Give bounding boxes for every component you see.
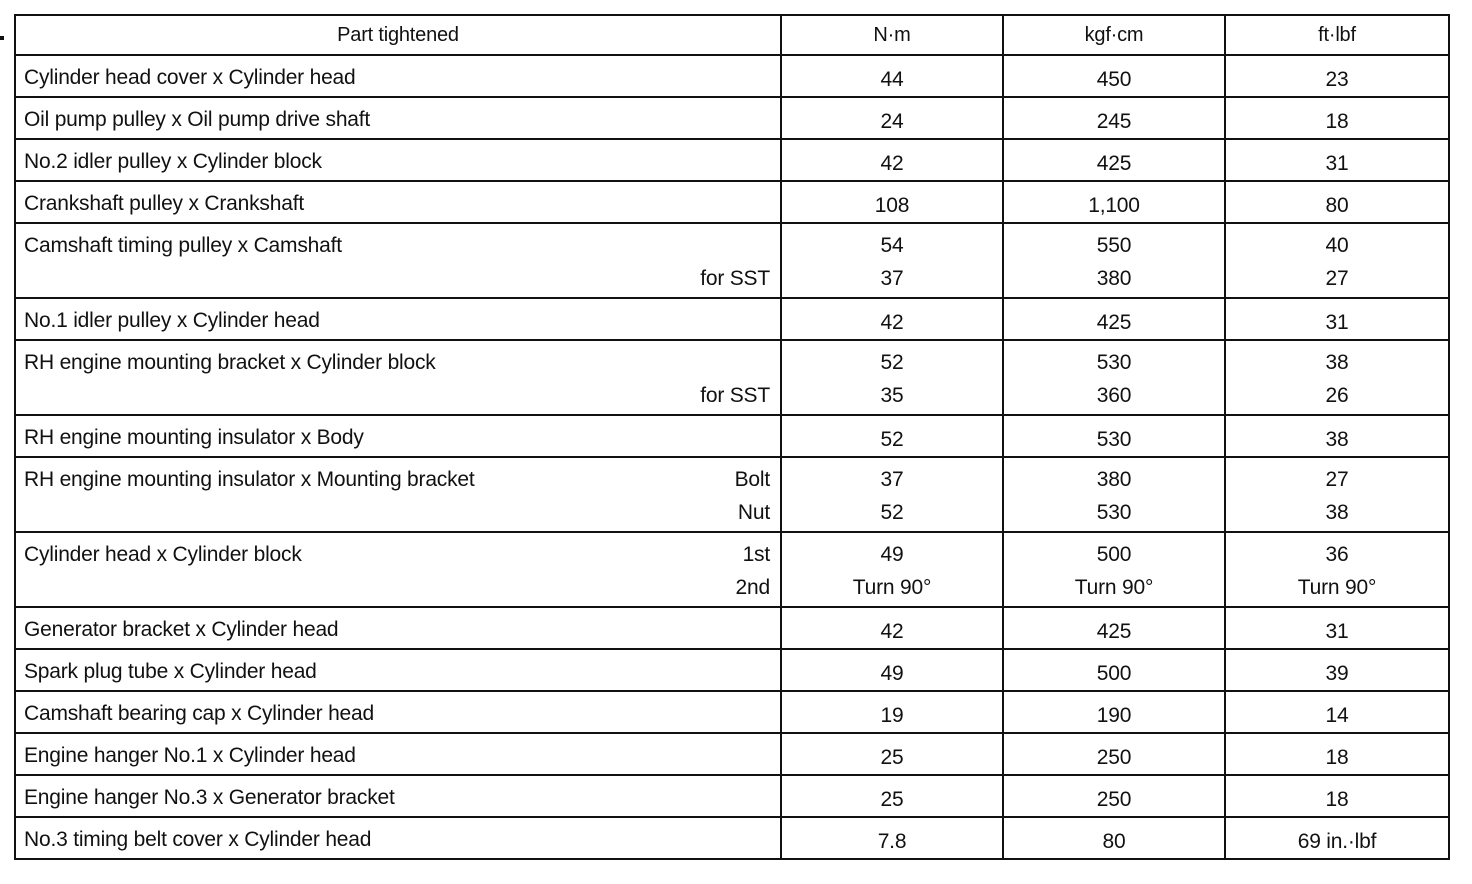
kgf-value: 250 — [1096, 746, 1132, 769]
kgf-value-cell — [1003, 775, 1225, 817]
part-cell — [15, 775, 781, 817]
part-cell — [15, 457, 781, 532]
nm-value-cell — [781, 223, 1003, 298]
nm-value-cell — [781, 817, 1003, 859]
nm-value: 52 — [880, 428, 904, 451]
nm-value-cell — [781, 775, 1003, 817]
nm-value: 49 — [880, 662, 904, 685]
nm-value-cell — [781, 532, 1003, 607]
nm-value: 19 — [880, 704, 904, 727]
ft-lbf-value-cell — [1225, 97, 1449, 139]
nm-value: 37 — [880, 267, 904, 290]
kgf-value: 360 — [1096, 384, 1132, 407]
part-qualifier-second: for SST — [700, 267, 770, 290]
ft-lbf-value: 36 — [1325, 543, 1349, 566]
kgf-value-cell — [1003, 532, 1225, 607]
kgf-value-cell — [1003, 55, 1225, 97]
ft-lbf-value: 80 — [1325, 194, 1349, 217]
table-row — [15, 223, 1449, 298]
part-name: No.1 idler pulley x Cylinder head — [24, 309, 320, 332]
nm-value-cell — [781, 733, 1003, 775]
part-qualifier-first: 1st — [742, 543, 770, 566]
kgf-value: 425 — [1096, 620, 1132, 643]
kgf-value-cell — [1003, 733, 1225, 775]
nm-value: 37 — [880, 468, 904, 491]
kgf-value: 1,100 — [1088, 194, 1140, 217]
ft-lbf-value: 27 — [1325, 468, 1349, 491]
part-name: Engine hanger No.3 x Generator bracket — [24, 786, 395, 809]
ft-lbf-value-cell — [1225, 55, 1449, 97]
part-qualifier-first: Bolt — [734, 468, 770, 491]
kgf-value-cell — [1003, 649, 1225, 691]
ft-lbf-value-cell — [1225, 775, 1449, 817]
kgf-value-cell — [1003, 181, 1225, 223]
table-row — [15, 532, 1449, 607]
nm-value-cell — [781, 97, 1003, 139]
ft-lbf-value: 18 — [1325, 788, 1349, 811]
nm-value: 54 — [880, 234, 904, 257]
part-cell — [15, 139, 781, 181]
part-cell — [15, 298, 781, 340]
ft-lbf-value-cell — [1225, 223, 1449, 298]
ft-lbf-value-cell — [1225, 415, 1449, 457]
table-body — [15, 55, 1449, 859]
table-row — [15, 817, 1449, 859]
ft-lbf-value-cell — [1225, 607, 1449, 649]
nm-value-cell — [781, 55, 1003, 97]
kgf-value-cell — [1003, 97, 1225, 139]
ft-lbf-value-cell — [1225, 139, 1449, 181]
kgf-value-cell — [1003, 139, 1225, 181]
part-name: Camshaft bearing cap x Cylinder head — [24, 702, 374, 725]
ft-lbf-value-cell — [1225, 298, 1449, 340]
table-row — [15, 55, 1449, 97]
table-row — [15, 298, 1449, 340]
table-row — [15, 733, 1449, 775]
part-cell — [15, 415, 781, 457]
ft-lbf-value-cell — [1225, 733, 1449, 775]
part-name: Oil pump pulley x Oil pump drive shaft — [24, 108, 371, 131]
kgf-value-cell — [1003, 607, 1225, 649]
part-name: RH engine mounting insulator x Body — [24, 426, 364, 449]
header-newton-meter: N·m — [781, 15, 1003, 55]
table-row — [15, 775, 1449, 817]
ft-lbf-value-cell — [1225, 532, 1449, 607]
kgf-value-cell — [1003, 415, 1225, 457]
nm-value-cell — [781, 691, 1003, 733]
table-row — [15, 415, 1449, 457]
nm-value: 42 — [880, 152, 904, 175]
ft-lbf-value: 18 — [1325, 746, 1349, 769]
nm-value-cell — [781, 298, 1003, 340]
header-ft-lbf: ft·lbf — [1225, 15, 1449, 55]
part-name: Crankshaft pulley x Crankshaft — [24, 192, 304, 215]
kgf-value-cell — [1003, 298, 1225, 340]
nm-value: 44 — [880, 68, 904, 91]
part-name: No.3 timing belt cover x Cylinder head — [24, 828, 372, 851]
table-header-row — [15, 15, 1449, 55]
part-qualifier-second: for SST — [700, 384, 770, 407]
ft-lbf-value: 31 — [1325, 311, 1349, 334]
kgf-value-cell — [1003, 457, 1225, 532]
ft-lbf-value: 69 in.·lbf — [1297, 830, 1377, 853]
margin-tick-mark — [0, 36, 4, 40]
part-qualifier-second: 2nd — [735, 576, 770, 599]
kgf-value: 80 — [1102, 830, 1126, 853]
ft-lbf-value: 38 — [1325, 428, 1349, 451]
header-kgf-cm: kgf·cm — [1003, 15, 1225, 55]
part-cell — [15, 649, 781, 691]
kgf-value: 425 — [1096, 311, 1132, 334]
ft-lbf-value-cell — [1225, 457, 1449, 532]
kgf-value: Turn 90° — [1074, 576, 1154, 599]
nm-value: 25 — [880, 788, 904, 811]
header-part-tightened: Part tightened — [15, 15, 781, 55]
kgf-value: 425 — [1096, 152, 1132, 175]
nm-value: 108 — [874, 194, 910, 217]
kgf-value: 530 — [1096, 428, 1132, 451]
nm-value: Turn 90° — [852, 576, 932, 599]
nm-value: 49 — [880, 543, 904, 566]
part-cell — [15, 223, 781, 298]
ft-lbf-value: 31 — [1325, 152, 1349, 175]
ft-lbf-value: 31 — [1325, 620, 1349, 643]
part-name: Camshaft timing pulley x Camshaft — [24, 234, 342, 257]
part-cell — [15, 181, 781, 223]
nm-value-cell — [781, 181, 1003, 223]
nm-value: 52 — [880, 351, 904, 374]
ft-lbf-value-cell — [1225, 817, 1449, 859]
kgf-value: 530 — [1096, 351, 1132, 374]
nm-value: 7.8 — [877, 830, 907, 853]
ft-lbf-value: 39 — [1325, 662, 1349, 685]
table-row — [15, 181, 1449, 223]
kgf-value: 245 — [1096, 110, 1132, 133]
nm-value: 42 — [880, 620, 904, 643]
kgf-value: 250 — [1096, 788, 1132, 811]
table-row — [15, 691, 1449, 733]
nm-value-cell — [781, 457, 1003, 532]
table-row — [15, 139, 1449, 181]
ft-lbf-value-cell — [1225, 181, 1449, 223]
table-row — [15, 340, 1449, 415]
part-name: RH engine mounting bracket x Cylinder block — [24, 351, 436, 374]
table-row — [15, 649, 1449, 691]
part-cell — [15, 97, 781, 139]
ft-lbf-value-cell — [1225, 691, 1449, 733]
part-cell — [15, 691, 781, 733]
ft-lbf-value: 27 — [1325, 267, 1349, 290]
part-name: RH engine mounting insulator x Mounting bracket — [24, 468, 475, 491]
nm-value-cell — [781, 139, 1003, 181]
kgf-value: 190 — [1096, 704, 1132, 727]
kgf-value: 500 — [1096, 543, 1132, 566]
nm-value: 25 — [880, 746, 904, 769]
ft-lbf-value: 23 — [1325, 68, 1349, 91]
ft-lbf-value: 38 — [1325, 351, 1349, 374]
ft-lbf-value: 26 — [1325, 384, 1349, 407]
nm-value: 42 — [880, 311, 904, 334]
nm-value: 24 — [880, 110, 904, 133]
ft-lbf-value-cell — [1225, 649, 1449, 691]
ft-lbf-value: 40 — [1325, 234, 1349, 257]
kgf-value: 380 — [1096, 468, 1132, 491]
kgf-value-cell — [1003, 340, 1225, 415]
nm-value-cell — [781, 607, 1003, 649]
part-name: Engine hanger No.1 x Cylinder head — [24, 744, 356, 767]
kgf-value: 450 — [1096, 68, 1132, 91]
nm-value-cell — [781, 415, 1003, 457]
kgf-value: 530 — [1096, 501, 1132, 524]
part-cell — [15, 733, 781, 775]
nm-value-cell — [781, 649, 1003, 691]
nm-value: 52 — [880, 501, 904, 524]
table-row — [15, 457, 1449, 532]
part-cell — [15, 817, 781, 859]
ft-lbf-value: 38 — [1325, 501, 1349, 524]
part-name: No.2 idler pulley x Cylinder block — [24, 150, 322, 173]
kgf-value: 380 — [1096, 267, 1132, 290]
part-name: Cylinder head x Cylinder block — [24, 543, 302, 566]
kgf-value-cell — [1003, 817, 1225, 859]
part-cell — [15, 55, 781, 97]
ft-lbf-value: Turn 90° — [1297, 576, 1377, 599]
table-row — [15, 607, 1449, 649]
part-cell — [15, 532, 781, 607]
part-name: Spark plug tube x Cylinder head — [24, 660, 317, 683]
kgf-value-cell — [1003, 691, 1225, 733]
ft-lbf-value: 14 — [1325, 704, 1349, 727]
torque-specification-table — [14, 14, 1450, 860]
part-name: Generator bracket x Cylinder head — [24, 618, 339, 641]
part-qualifier-second: Nut — [737, 501, 770, 524]
table-row — [15, 97, 1449, 139]
kgf-value: 500 — [1096, 662, 1132, 685]
nm-value-cell — [781, 340, 1003, 415]
ft-lbf-value: 18 — [1325, 110, 1349, 133]
kgf-value: 550 — [1096, 234, 1132, 257]
part-name: Cylinder head cover x Cylinder head — [24, 66, 356, 89]
part-cell — [15, 607, 781, 649]
nm-value: 35 — [880, 384, 904, 407]
ft-lbf-value-cell — [1225, 340, 1449, 415]
part-cell — [15, 340, 781, 415]
kgf-value-cell — [1003, 223, 1225, 298]
